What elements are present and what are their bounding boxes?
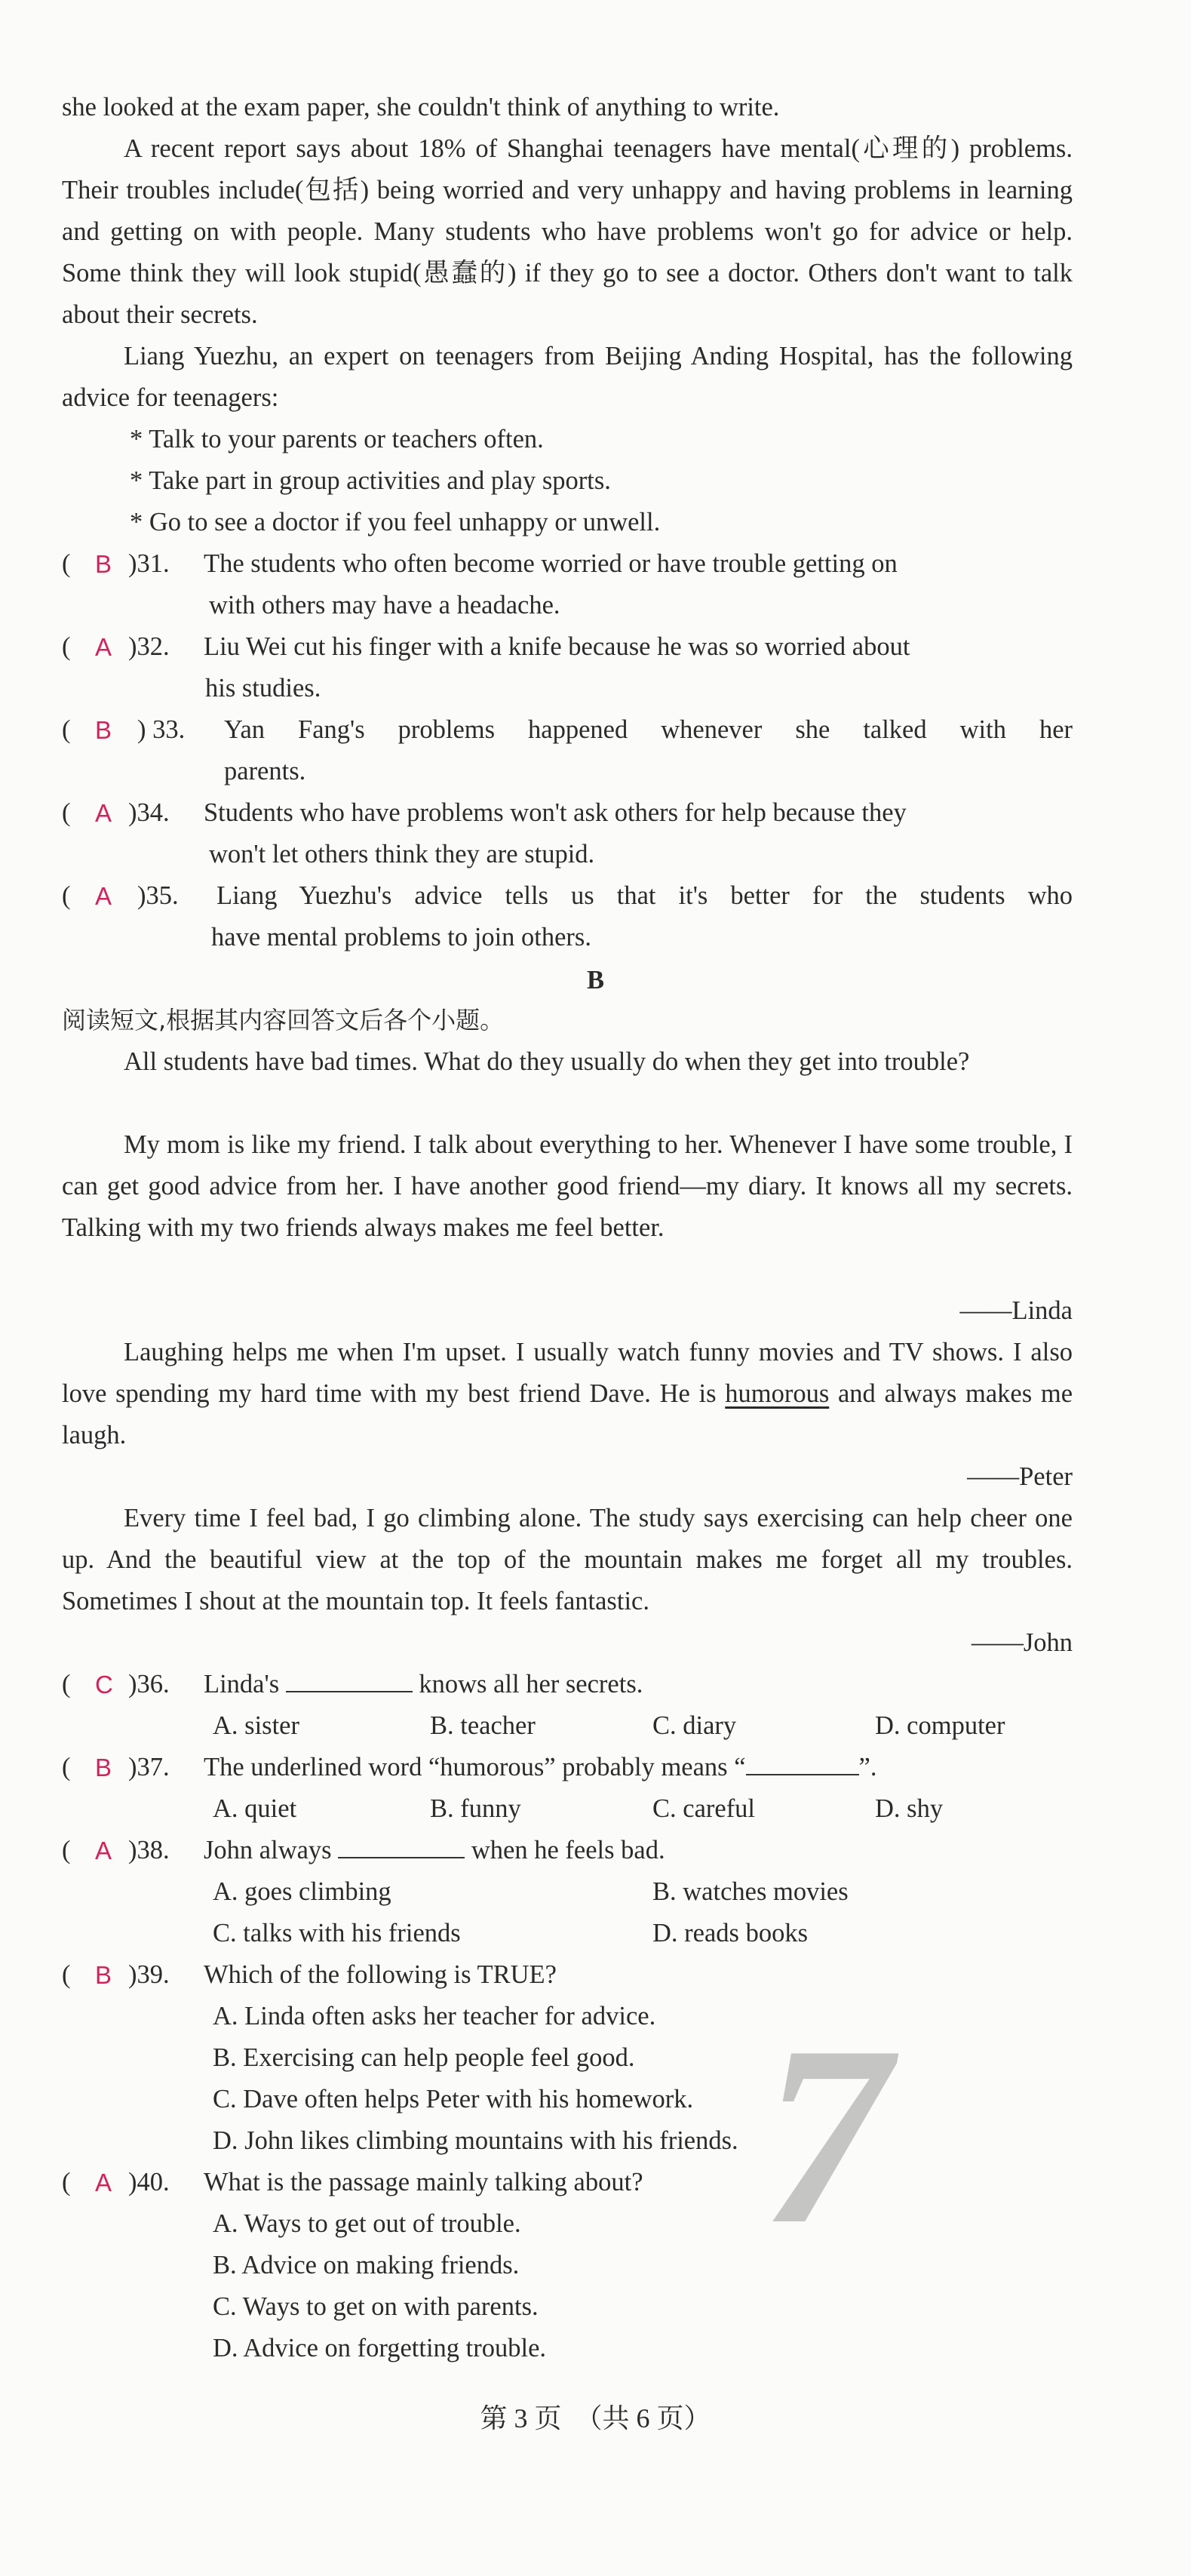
option-a: A. sister (213, 1711, 299, 1740)
passage-b-john: Every time I feel bad, I go climbing alone. The study says exercising can help cheer one up. And the beautiful view at the top of the mountain makes me forget all my troubles. Sometimes I shout at the mountain top. It feels fantastic. (62, 1504, 1073, 1615)
option-d: D. John likes climbing mountains with his friends. (213, 2126, 738, 2155)
answer-mark: B (95, 1961, 112, 1989)
signature-peter: ——Peter (967, 1462, 1073, 1491)
section-b-instruction: 阅读短文,根据其内容回答文后各个小题。 (62, 1006, 505, 1034)
option-a: A. goes climbing (213, 1877, 391, 1906)
paren-open: ( (62, 715, 71, 744)
passage-a-line-top: she looked at the exam paper, she couldn't think of anything to write. (62, 93, 780, 121)
passage-b-linda: My mom is like my friend. I talk about everything to her. Whenever I have some trouble, I can get good advice from her. I have another good friend—my diary. It knows all my secrets. Talking with my two friends always makes me feel better. (62, 1130, 1073, 1242)
option-b: B. watches movies (652, 1877, 849, 1906)
question-number: )31. (128, 549, 170, 578)
paren-open: ( (62, 798, 71, 827)
passage-a-report: A recent report says about 18% of Shanghai teenagers have mental(心理的) problems. Their troubles include(包括) being worried and very unhappy and having problems in learning and getting on with people. Many students who have problems won't go for advice or help. Some think they will look stupid(愚蠢的) if they go to see a doctor. Others don't want to talk about their secrets. (62, 134, 1073, 329)
paren-open: ( (62, 1836, 71, 1864)
advice-bullet-2: * Take part in group activities and play sports. (130, 466, 611, 495)
question-stem-cont: parents. (224, 757, 306, 785)
question-number: )39. (128, 1960, 170, 1989)
option-d: D. reads books (652, 1919, 809, 1947)
answer-mark: A (95, 882, 112, 910)
option-a: A. quiet (213, 1794, 297, 1823)
question-stem-cont: with others may have a headache. (209, 591, 560, 619)
question-stem (204, 1747, 1086, 1788)
answer-blank (286, 1665, 413, 1692)
answer-blank (746, 1748, 859, 1775)
question-stem-cont: have mental problems to join others. (211, 923, 591, 951)
option-a: A. Linda often asks her teacher for advice. (213, 2002, 656, 2030)
question-stem: Liang Yuezhu's advice tells us that it's better for the students who (216, 881, 1073, 910)
question-number: ) 33. (137, 715, 186, 744)
question-number: )37. (128, 1753, 170, 1781)
signature-john: ——John (971, 1628, 1073, 1657)
question-stem: The students who often become worried or have trouble getting on (204, 549, 898, 578)
question-stem: Yan Fang's problems happened whenever she talked with her (224, 715, 1073, 744)
answer-mark: A (95, 2169, 112, 2196)
option-c: C. talks with his friends (213, 1919, 461, 1947)
answer-mark: C (95, 1671, 113, 1698)
question-stem (204, 1830, 1086, 1871)
question-stem-cont: won't let others think they are stupid. (209, 840, 595, 868)
paren-open: ( (62, 1670, 71, 1698)
stem-part-a: John always (204, 1836, 332, 1864)
question-number: )35. (137, 881, 179, 910)
answer-mark: A (95, 1837, 112, 1864)
question-number: )36. (128, 1670, 170, 1698)
question-number: )32. (128, 632, 170, 661)
answer-mark: B (95, 1754, 112, 1781)
answer-mark: A (95, 799, 112, 827)
option-b: B. Advice on making friends. (213, 2251, 520, 2279)
peter-text-1: Laughing helps me when I'm upset. I usually watch funny movies and TV shows. I also love spending my hard time with my best friend Dave. He is (62, 1338, 1073, 1408)
paren-open: ( (62, 1753, 71, 1781)
passage-a-expert: Liang Yuezhu, an expert on teenagers from Beijing Anding Hospital, has the following advice for teenagers: (62, 342, 1073, 412)
paren-open: ( (62, 1960, 71, 1989)
option-d: D. shy (875, 1794, 944, 1823)
question-stem: Which of the following is TRUE? (204, 1960, 557, 1989)
option-b: B. teacher (430, 1711, 536, 1740)
option-d: D. computer (875, 1711, 1005, 1740)
paren-open: ( (62, 2168, 71, 2196)
page-footer: 第 3 页 （共 6 页） (480, 2403, 711, 2433)
question-stem: Students who have problems won't ask others for help because they (204, 798, 907, 827)
paren-open: ( (62, 549, 71, 578)
underlined-word-humorous: humorous (725, 1379, 830, 1408)
paren-open: ( (62, 881, 71, 910)
stem-part-b: ”. (858, 1753, 877, 1781)
option-b: B. Exercising can help people feel good. (213, 2043, 635, 2072)
option-a: A. Ways to get out of trouble. (213, 2209, 521, 2238)
option-c: C. careful (652, 1794, 756, 1823)
option-c: C. Ways to get on with parents. (213, 2292, 539, 2321)
option-d: D. Advice on forgetting trouble. (213, 2334, 547, 2362)
stem-part-b: when he feels bad. (471, 1836, 665, 1864)
answer-mark: B (95, 716, 112, 744)
option-c: C. diary (652, 1711, 737, 1740)
stem-part-b: knows all her secrets. (419, 1670, 643, 1698)
signature-linda: ——Linda (959, 1296, 1073, 1325)
stem-part-a: The underlined word “humorous” probably means “ (204, 1753, 746, 1781)
question-stem: What is the passage mainly talking about? (204, 2168, 643, 2196)
option-b: B. funny (430, 1794, 521, 1823)
section-b-heading: B (586, 966, 604, 994)
option-c: C. Dave often helps Peter with his homework. (213, 2085, 694, 2113)
question-number: )38. (128, 1836, 170, 1864)
advice-bullet-1: * Talk to your parents or teachers often. (130, 425, 544, 453)
answer-mark: A (95, 633, 112, 661)
paren-open: ( (62, 632, 71, 661)
question-stem: Liu Wei cut his finger with a knife because he was so worried about (204, 632, 910, 661)
passage-b-intro: All students have bad times. What do they usually do when they get into trouble? (124, 1047, 970, 1076)
advice-bullet-3: * Go to see a doctor if you feel unhappy or unwell. (130, 508, 661, 536)
question-stem (204, 1664, 1086, 1705)
question-number: )34. (128, 798, 170, 827)
passage-b-peter (62, 1332, 1073, 1456)
answer-mark: B (95, 550, 112, 578)
page-watermark: 7 (762, 1993, 890, 2277)
question-stem-cont: his studies. (205, 674, 321, 702)
peter-text-2: and always makes me laugh. (62, 1379, 1073, 1449)
question-number: )40. (128, 2168, 170, 2196)
stem-part-a: Linda's (204, 1670, 280, 1698)
answer-blank (338, 1831, 465, 1858)
